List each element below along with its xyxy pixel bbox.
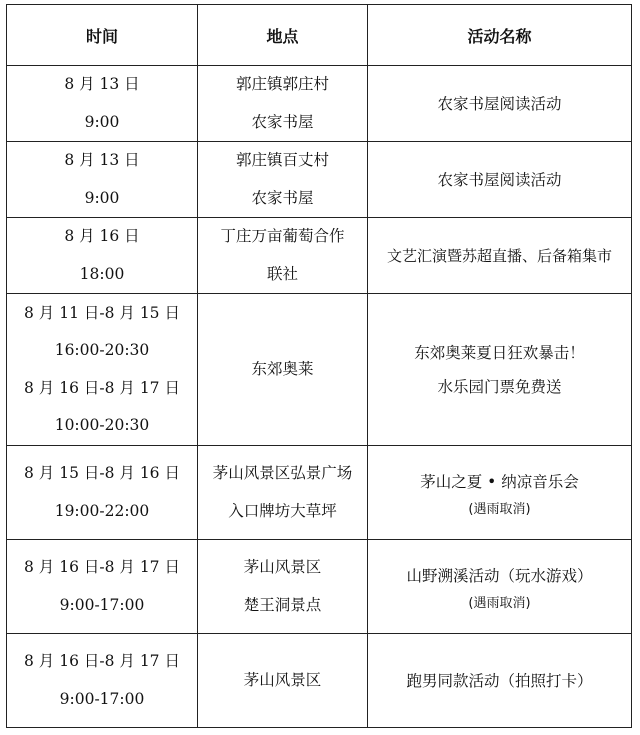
place-line: 入口牌坊大草坪: [228, 501, 337, 520]
activity-name: 水乐园门票免费送: [437, 377, 562, 396]
place-line: 郭庄镇郭庄村: [235, 75, 329, 93]
place-cell: [198, 142, 368, 218]
activity-name: 跑男同款活动（拍照打卡）: [406, 671, 593, 690]
time-date: 8 月 16 日-8 月 17 日: [24, 652, 180, 670]
place-line: 农家书屋: [251, 188, 314, 207]
time-clock: 9:00: [84, 188, 120, 207]
place-line: 郭庄镇百丈村: [235, 151, 329, 169]
time-clock: 9:00: [84, 112, 120, 131]
activity-cell: [368, 446, 632, 540]
activity-name: 茅山之夏 • 纳凉音乐会: [420, 472, 579, 491]
table-row: [7, 142, 632, 218]
time-cell: [7, 446, 198, 540]
time-cell: [7, 294, 198, 446]
time-clock: 9:00-17:00: [59, 595, 145, 614]
place-line: 联社: [266, 264, 298, 283]
time-cell: [7, 66, 198, 142]
activity-name: 山野溯溪活动（玩水游戏）: [406, 566, 593, 585]
table-row: [7, 66, 632, 142]
place-line: 丁庄万亩葡萄合作: [220, 227, 345, 245]
time-clock: 9:00-17:00: [59, 689, 145, 708]
activity-name: 农家书屋阅读活动: [437, 170, 562, 189]
header-time: 时间: [7, 5, 198, 66]
time-date: 8 月 11 日-8 月 15 日: [24, 303, 180, 322]
place-cell: [198, 294, 368, 446]
table-row: [7, 634, 632, 728]
time-date: 8 月 16 日-8 月 17 日: [24, 558, 180, 576]
place-line: 楚王洞景点: [243, 595, 322, 614]
place-cell: [198, 446, 368, 540]
time-date: 8 月 16 日-8 月 17 日: [24, 378, 180, 397]
place-cell: [198, 634, 368, 728]
activity-cell: [368, 142, 632, 218]
time-cell: [7, 634, 198, 728]
time-clock: 16:00-20:30: [54, 341, 150, 359]
time-cell: [7, 218, 198, 294]
time-date: 8 月 13 日: [64, 151, 140, 169]
place-cell: [198, 66, 368, 142]
table-header-row: [7, 5, 632, 66]
place-line: 茅山风景区弘景广场: [212, 464, 353, 482]
header-activity: 活动名称: [368, 5, 632, 66]
activity-cell: [368, 218, 632, 294]
activity-name: 文艺汇演暨苏超直播、后备箱集市: [386, 246, 612, 265]
activity-cell: [368, 540, 632, 634]
activity-cell: [368, 66, 632, 142]
place-cell: [198, 540, 368, 634]
place-line: 农家书屋: [251, 112, 314, 131]
time-clock: 10:00-20:30: [54, 416, 150, 434]
activity-name: 农家书屋阅读活动: [437, 94, 562, 113]
event-schedule-table: [6, 4, 632, 728]
time-clock: 19:00-22:00: [54, 501, 150, 520]
table-row: [7, 540, 632, 634]
time-cell: [7, 142, 198, 218]
place-line: 茅山风景区: [243, 670, 322, 689]
rain-cancel-note: (遇雨取消): [468, 595, 531, 611]
table-row: [7, 218, 632, 294]
time-cell: [7, 540, 198, 634]
place-cell: [198, 218, 368, 294]
header-place: 地点: [198, 5, 368, 66]
place-line: 东郊奥莱: [251, 359, 314, 378]
time-date: 8 月 16 日: [64, 227, 140, 245]
place-line: 茅山风景区: [243, 558, 322, 576]
table-row: [7, 294, 632, 446]
activity-cell: [368, 634, 632, 728]
table-row: [7, 446, 632, 540]
activity-name: 东郊奥莱夏日狂欢暴击！: [414, 343, 585, 362]
time-date: 8 月 15 日-8 月 16 日: [24, 464, 180, 482]
activity-cell: [368, 294, 632, 446]
time-date: 8 月 13 日: [64, 75, 140, 93]
time-clock: 18:00: [79, 264, 125, 283]
rain-cancel-note: (遇雨取消): [468, 501, 531, 517]
